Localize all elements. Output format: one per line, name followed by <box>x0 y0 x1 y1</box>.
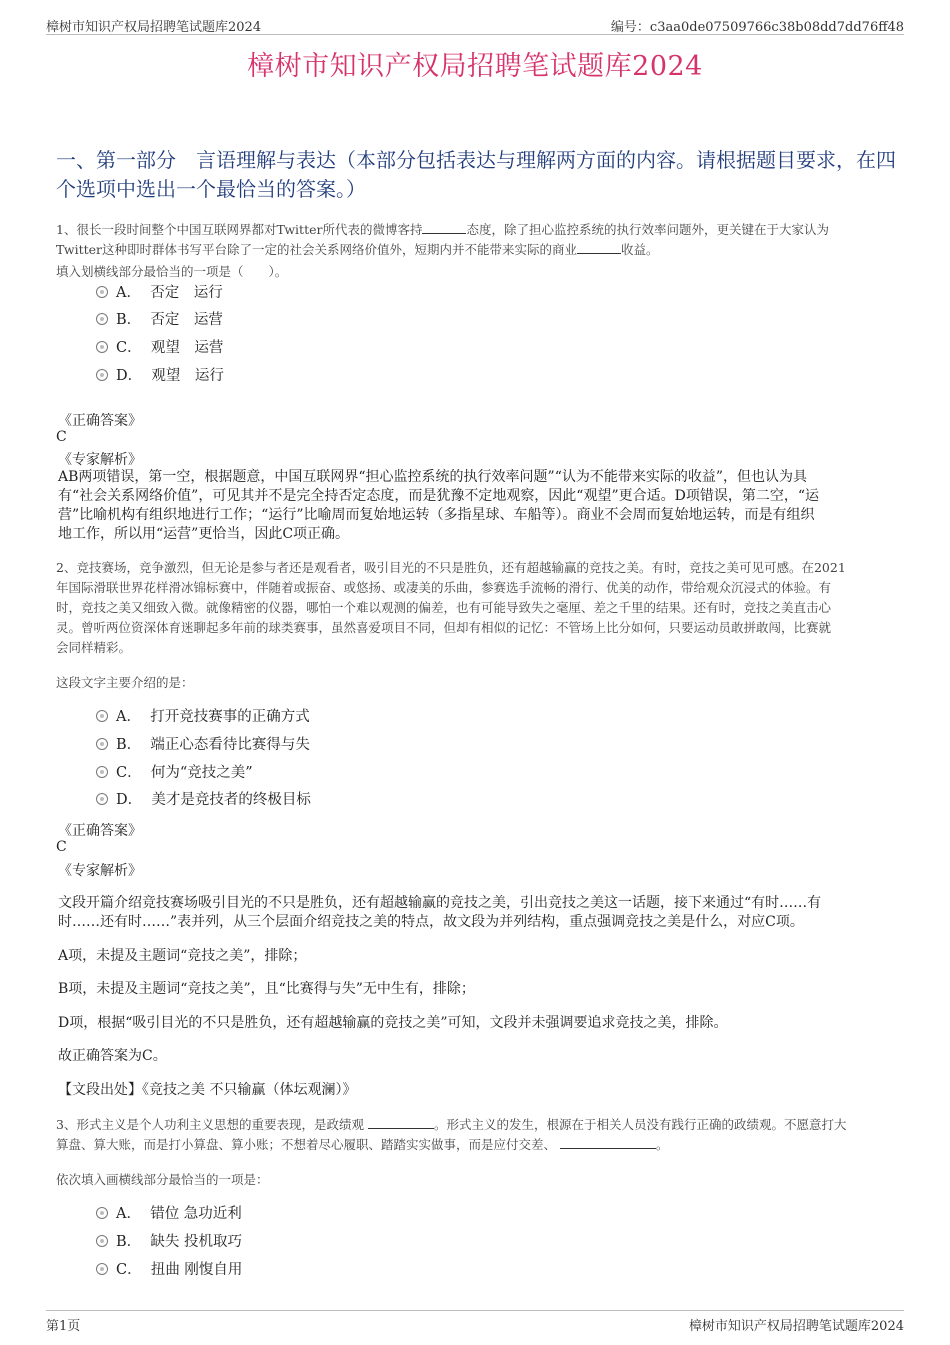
q3-option-b[interactable]: B． 缺失 投机取巧 <box>96 1232 242 1252</box>
q2-prompt: 这段文字主要介绍的是： <box>56 675 194 690</box>
q2-analysis-b: B项，未提及主题词“竞技之美”，且“比赛得与失”无中生有，排除； <box>58 981 475 997</box>
radio-icon[interactable] <box>96 286 108 298</box>
q1-prompt: 填入划横线部分最恰当的一项是（ ）。 <box>56 264 288 279</box>
q2-source: 【文段出处】《竞技之美 不只输赢（体坛观澜）》 <box>58 1082 357 1098</box>
radio-icon[interactable] <box>96 341 108 353</box>
q2-analysis-intro: 文段开篇介绍竞技赛场吸引目光的不只是胜负，还有超越输赢的竞技之美，引出竞技之美这一话题，接下来通过“有时……有 时……还有时……”表并列，从三个层面介绍竞技之美的特点，故文段为并列结构，重点强调竞技之美是什么，对应C项。 <box>58 895 822 930</box>
q2-answer-label: 《正确答案》 <box>58 823 142 839</box>
footer-page-number: 第1页 <box>46 1319 81 1334</box>
q1-option-c[interactable]: C． 观望 运营 <box>96 338 223 358</box>
q2-option-a[interactable]: A． 打开竞技赛事的正确方式 <box>96 707 310 727</box>
q1-analysis-label: 《专家解析》 <box>58 452 142 468</box>
section-heading: 一、第一部分 言语理解与表达（本部分包括表达与理解两方面的内容。请根据题目要求，在四个选项中选出一个最恰当的答案。） <box>56 148 896 201</box>
q1-analysis: AB两项错误，第一空，根据题意，中国互联网界“担心监控系统的执行效率问题”“认为不能带来实际的收益”，但也认为具 有“社会关系网络价值”，可见其并不是完全持否定态度，而是犹豫不定地观察，因此“观望”更合适。D项错误，第二空，“运 营”比喻机构有组织地进行工作；“运行”比喻周而复始地运转（多指星球、车船等）。商业不会周而复始地运转，而是有组织 地工作，所以用“运营”更恰当，因此C项正确。 <box>58 469 820 542</box>
q1-option-d[interactable]: D． 观望 运行 <box>96 366 224 386</box>
q2-option-b[interactable]: B． 端正心态看待比赛得与失 <box>96 735 310 755</box>
radio-icon[interactable] <box>96 793 108 805</box>
q2-option-c[interactable]: C． 何为“竞技之美” <box>96 763 253 783</box>
q2-analysis-label: 《专家解析》 <box>58 863 142 879</box>
page-title: 樟树市知识产权局招聘笔试题库2024 <box>247 51 703 82</box>
header-doc-title: 樟树市知识产权局招聘笔试题库2024 <box>46 20 262 35</box>
q3-stem: 3、形式主义是个人功利主义思想的重要表现，是政绩观 。形式主义的发生，根源在于相关人员没有践行正确的政绩观。不愿意打大 算盘、算大账，而是打小算盘、算小账；不想着尽心履职、踏踏实实做事，而是应付交差、 。 <box>56 1117 847 1152</box>
q2-analysis-d: D项，根据“吸引目光的不只是胜负，还有超越输赢的竞技之美”可知，文段并未强调要追求竞技之美，排除。 <box>58 1015 728 1031</box>
radio-icon[interactable] <box>96 1207 108 1219</box>
page-footer <box>46 1310 904 1333</box>
radio-icon[interactable] <box>96 738 108 750</box>
q2-answer: C <box>56 839 67 855</box>
radio-icon[interactable] <box>96 313 108 325</box>
radio-icon[interactable] <box>96 369 108 381</box>
footer-doc-title: 樟树市知识产权局招聘笔试题库2024 <box>688 1319 904 1334</box>
q1-stem: 1、很长一段时间整个中国互联网界都对Twitter所代表的微博客持 态度，除了担心监控系统的执行效率问题外，更关键在于大家认为 Twitter这种即时群体书写平台除了一定的社会关系网络价值外，短期内并不能带来实际的商业 收益。 <box>56 222 829 257</box>
q2-analysis-a: A项，未提及主题词“竞技之美”，排除； <box>58 948 307 964</box>
q1-option-a[interactable]: A． 否定 运行 <box>96 283 223 303</box>
radio-icon[interactable] <box>96 710 108 722</box>
q3-option-a[interactable]: A． 错位 急功近利 <box>96 1204 242 1224</box>
q1-option-b[interactable]: B． 否定 运营 <box>96 310 223 330</box>
q1-answer-label: 《正确答案》 <box>58 413 142 429</box>
radio-icon[interactable] <box>96 766 108 778</box>
q3-prompt: 依次填入画横线部分最恰当的一项是： <box>56 1172 269 1187</box>
radio-icon[interactable] <box>96 1235 108 1247</box>
radio-icon[interactable] <box>96 1263 108 1275</box>
header-doc-code: 编号：c3aa0de07509766c38b08dd7dd76ff48 <box>610 20 904 35</box>
q2-conclusion: 故正确答案为C。 <box>58 1048 167 1064</box>
q2-option-d[interactable]: D． 美才是竞技者的终极目标 <box>96 790 311 810</box>
q3-option-c[interactable]: C． 扭曲 刚愎自用 <box>96 1260 242 1280</box>
q2-stem: 2、竞技赛场，竞争激烈，但无论是参与者还是观看者，吸引目光的不只是胜负，还有超越输赢的竞技之美。有时，竞技之美可见可感。在2021 年国际滑联世界花样滑冰锦标赛中，伴随着或振奋、或悠扬、或凄美的乐曲，参赛选手流畅的滑行、优美的动作，带给观众沉浸式的体验。有 时，竞技之美又细致入微。就像精密的仪器，哪怕一个难以观测的偏差，也有可能导致失之毫厘、差之千里的结果。还有时，竞技之美直击心 灵。曾听两位资深体育迷聊起多年前的球类赛事，虽然喜爱项目不同，但却有相似的记忆：不管场上比分如何，只要运动员敢拼敢闯，比赛就 会同样精彩。 <box>56 560 846 655</box>
q1-answer: C <box>56 429 67 445</box>
page-header <box>46 14 904 35</box>
